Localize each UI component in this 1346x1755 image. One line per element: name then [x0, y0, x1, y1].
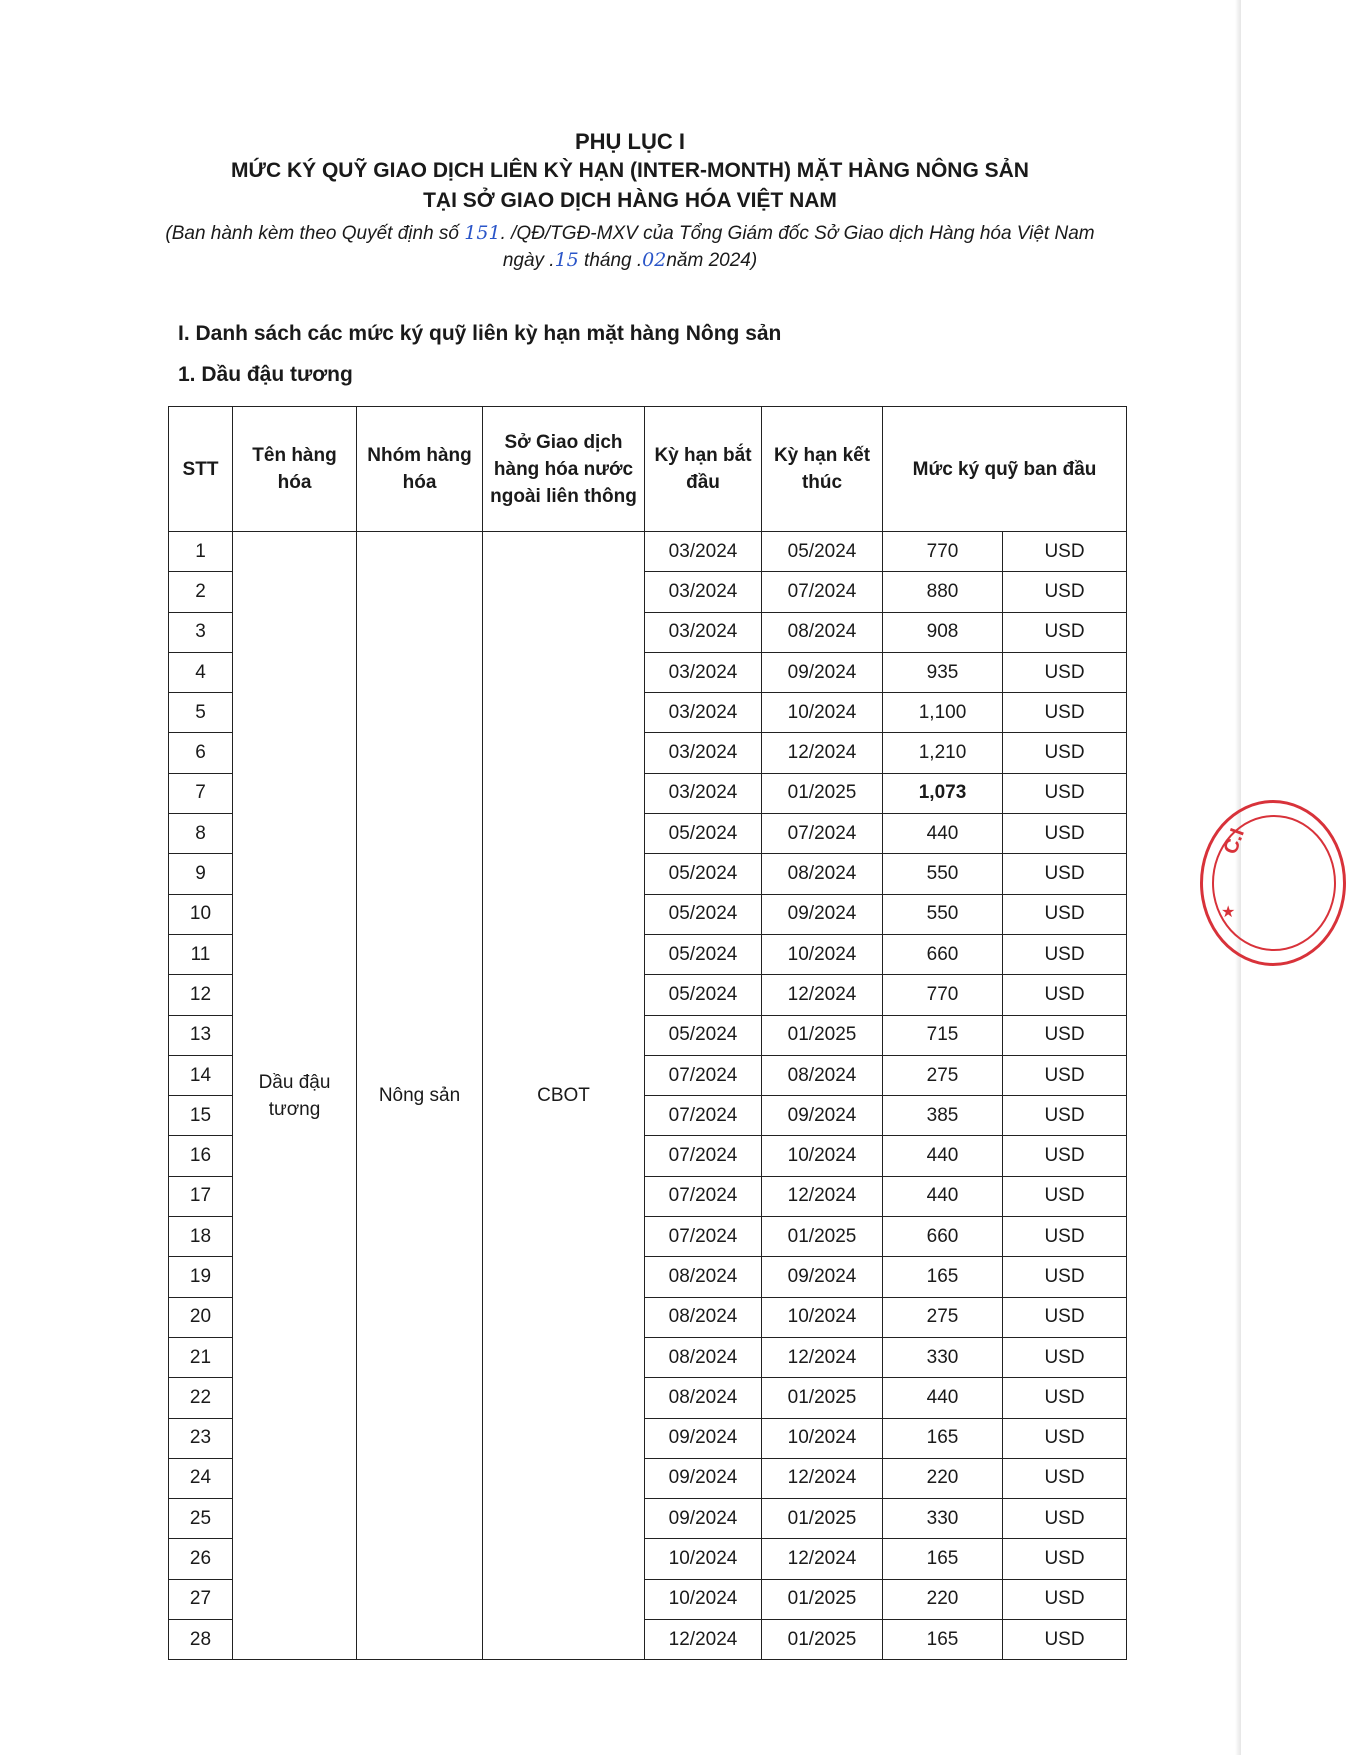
cell-stt: 11: [169, 934, 233, 974]
cell-margin-value: 330: [883, 1499, 1003, 1539]
table-header-row: [169, 407, 1127, 532]
cell-margin-value: 660: [883, 1217, 1003, 1257]
cell-end-term: 12/2024: [762, 975, 883, 1015]
cell-stt: 9: [169, 854, 233, 894]
cell-end-term: 09/2024: [762, 894, 883, 934]
cell-margin-value: 660: [883, 934, 1003, 974]
cell-currency: USD: [1003, 1499, 1127, 1539]
header-initial-margin: Mức ký quỹ ban đầu: [883, 407, 1127, 532]
cell-margin-value: 165: [883, 1418, 1003, 1458]
cell-margin-value: 715: [883, 1015, 1003, 1055]
cell-currency: USD: [1003, 652, 1127, 692]
cell-currency: USD: [1003, 1176, 1127, 1216]
cell-margin-value: 908: [883, 612, 1003, 652]
header-start-term: Kỳ hạn bắt đầu: [645, 407, 762, 532]
cell-stt: 26: [169, 1539, 233, 1579]
cell-stt: 2: [169, 572, 233, 612]
cell-start-term: 09/2024: [645, 1499, 762, 1539]
cell-start-term: 10/2024: [645, 1539, 762, 1579]
cell-currency: USD: [1003, 854, 1127, 894]
cell-margin-value: 275: [883, 1297, 1003, 1337]
cell-end-term: 01/2025: [762, 1499, 883, 1539]
cell-currency: USD: [1003, 1579, 1127, 1619]
cell-stt: 7: [169, 773, 233, 813]
cell-start-term: 08/2024: [645, 1337, 762, 1377]
cell-currency: USD: [1003, 1136, 1127, 1176]
cell-stt: 1: [169, 532, 233, 572]
cell-currency: USD: [1003, 1337, 1127, 1377]
decision-day: 15: [554, 249, 579, 271]
cell-margin-value: 1,100: [883, 693, 1003, 733]
cell-end-term: 12/2024: [762, 1458, 883, 1498]
cell-end-term: 07/2024: [762, 572, 883, 612]
cell-currency: USD: [1003, 975, 1127, 1015]
cell-margin-value: 275: [883, 1055, 1003, 1095]
document-subtitle-line1: MỨC KÝ QUỸ GIAO DỊCH LIÊN KỲ HẠN (INTER-MONTH) MẶT HÀNG NÔNG SẢN: [231, 159, 1029, 182]
cell-end-term: 01/2025: [762, 1015, 883, 1055]
cell-currency: USD: [1003, 693, 1127, 733]
cell-stt: 25: [169, 1499, 233, 1539]
cell-start-term: 08/2024: [645, 1378, 762, 1418]
cell-margin-value: 550: [883, 854, 1003, 894]
cell-stt: 21: [169, 1337, 233, 1377]
cell-currency: USD: [1003, 934, 1127, 974]
cell-start-term: 05/2024: [645, 894, 762, 934]
cell-start-term: 03/2024: [645, 572, 762, 612]
cell-end-term: 10/2024: [762, 693, 883, 733]
cell-margin-value: 385: [883, 1096, 1003, 1136]
cell-stt: 3: [169, 612, 233, 652]
header-end-term: Kỳ hạn kết thúc: [762, 407, 883, 532]
cell-currency: USD: [1003, 1418, 1127, 1458]
cell-currency: USD: [1003, 572, 1127, 612]
cell-end-term: 07/2024: [762, 814, 883, 854]
cell-commodity: Dầu đậu tương: [233, 532, 357, 1660]
cell-currency: USD: [1003, 1217, 1127, 1257]
header-stt: STT: [169, 407, 233, 532]
cell-margin-value: 1,073: [883, 773, 1003, 813]
cell-start-term: 08/2024: [645, 1257, 762, 1297]
cell-margin-value: 165: [883, 1539, 1003, 1579]
cell-margin-value: 770: [883, 975, 1003, 1015]
cell-start-term: 03/2024: [645, 693, 762, 733]
cell-margin-value: 165: [883, 1620, 1003, 1660]
cell-margin-value: 770: [883, 532, 1003, 572]
cell-currency: USD: [1003, 1257, 1127, 1297]
cell-currency: USD: [1003, 894, 1127, 934]
cell-start-term: 09/2024: [645, 1418, 762, 1458]
cell-end-term: 12/2024: [762, 733, 883, 773]
star-icon: ★: [1221, 904, 1236, 921]
cell-end-term: 08/2024: [762, 612, 883, 652]
cell-margin-value: 1,210: [883, 733, 1003, 773]
cell-start-term: 03/2024: [645, 612, 762, 652]
stamp-text: C.I: [1219, 825, 1250, 858]
table-row: [169, 532, 1127, 572]
cell-start-term: 05/2024: [645, 814, 762, 854]
cell-end-term: 01/2025: [762, 1217, 883, 1257]
document-title: PHỤ LỤC I: [575, 129, 685, 154]
cell-end-term: 10/2024: [762, 1136, 883, 1176]
cell-margin-value: 440: [883, 1176, 1003, 1216]
cell-end-term: 10/2024: [762, 934, 883, 974]
cell-end-term: 05/2024: [762, 532, 883, 572]
cell-margin-value: 440: [883, 1378, 1003, 1418]
cell-end-term: 01/2025: [762, 1620, 883, 1660]
margin-table: [168, 406, 1127, 1660]
section-title: I. Danh sách các mức ký quỹ liên kỳ hạn mặt hàng Nông sản: [178, 322, 782, 345]
header-group: Nhóm hàng hóa: [357, 407, 483, 532]
cell-margin-value: 330: [883, 1337, 1003, 1377]
cell-margin-value: 935: [883, 652, 1003, 692]
cell-currency: USD: [1003, 1297, 1127, 1337]
cell-end-term: 10/2024: [762, 1418, 883, 1458]
cell-end-term: 01/2025: [762, 1579, 883, 1619]
decision-note-part2: . /QĐ/TGĐ-MXV của Tổng Giám đốc Sở Giao dịch Hàng hóa Việt Nam: [500, 223, 1095, 244]
cell-end-term: 08/2024: [762, 1055, 883, 1095]
cell-start-term: 07/2024: [645, 1217, 762, 1257]
cell-stt: 24: [169, 1458, 233, 1498]
cell-start-term: 10/2024: [645, 1579, 762, 1619]
cell-end-term: 01/2025: [762, 1378, 883, 1418]
cell-stt: 17: [169, 1176, 233, 1216]
cell-start-term: 07/2024: [645, 1096, 762, 1136]
cell-currency: USD: [1003, 814, 1127, 854]
cell-start-term: 03/2024: [645, 532, 762, 572]
cell-margin-value: 550: [883, 894, 1003, 934]
decision-note-part3: ngày .: [502, 250, 555, 271]
cell-currency: USD: [1003, 733, 1127, 773]
header-exchange: Sở Giao dịch hàng hóa nước ngoài liên thông: [483, 407, 645, 532]
cell-stt: 19: [169, 1257, 233, 1297]
cell-currency: USD: [1003, 612, 1127, 652]
cell-margin-value: 440: [883, 814, 1003, 854]
cell-stt: 20: [169, 1297, 233, 1337]
cell-start-term: 05/2024: [645, 934, 762, 974]
cell-stt: 18: [169, 1217, 233, 1257]
cell-start-term: 03/2024: [645, 652, 762, 692]
cell-stt: 10: [169, 894, 233, 934]
cell-currency: USD: [1003, 1055, 1127, 1095]
cell-stt: 27: [169, 1579, 233, 1619]
cell-end-term: 09/2024: [762, 652, 883, 692]
cell-margin-value: 165: [883, 1257, 1003, 1297]
cell-start-term: 05/2024: [645, 975, 762, 1015]
cell-start-term: 08/2024: [645, 1297, 762, 1337]
cell-start-term: 03/2024: [645, 773, 762, 813]
document-subtitle-line2: TẠI SỞ GIAO DỊCH HÀNG HÓA VIỆT NAM: [423, 189, 837, 212]
cell-start-term: 05/2024: [645, 1015, 762, 1055]
cell-margin-value: 880: [883, 572, 1003, 612]
cell-currency: USD: [1003, 1620, 1127, 1660]
cell-stt: 6: [169, 733, 233, 773]
decision-note: [130, 220, 1130, 274]
cell-group: Nông sản: [357, 532, 483, 1660]
cell-end-term: 09/2024: [762, 1096, 883, 1136]
cell-stt: 23: [169, 1418, 233, 1458]
decision-note-part4: tháng .: [578, 250, 643, 271]
cell-stt: 14: [169, 1055, 233, 1095]
cell-currency: USD: [1003, 1458, 1127, 1498]
cell-currency: USD: [1003, 1015, 1127, 1055]
cell-stt: 5: [169, 693, 233, 733]
decision-month: 02: [642, 249, 667, 271]
cell-stt: 16: [169, 1136, 233, 1176]
cell-currency: USD: [1003, 532, 1127, 572]
cell-start-term: 12/2024: [645, 1620, 762, 1660]
cell-start-term: 07/2024: [645, 1136, 762, 1176]
cell-end-term: 01/2025: [762, 773, 883, 813]
cell-start-term: 05/2024: [645, 854, 762, 894]
cell-stt: 4: [169, 652, 233, 692]
cell-stt: 12: [169, 975, 233, 1015]
header-commodity: Tên hàng hóa: [233, 407, 357, 532]
cell-end-term: 08/2024: [762, 854, 883, 894]
cell-currency: USD: [1003, 1539, 1127, 1579]
cell-end-term: 12/2024: [762, 1337, 883, 1377]
cell-end-term: 12/2024: [762, 1176, 883, 1216]
cell-stt: 13: [169, 1015, 233, 1055]
cell-start-term: 07/2024: [645, 1055, 762, 1095]
cell-end-term: 09/2024: [762, 1257, 883, 1297]
cell-stt: 28: [169, 1620, 233, 1660]
cell-margin-value: 220: [883, 1458, 1003, 1498]
cell-end-term: 12/2024: [762, 1539, 883, 1579]
document-header: [130, 128, 1130, 274]
cell-start-term: 03/2024: [645, 733, 762, 773]
cell-currency: USD: [1003, 1096, 1127, 1136]
decision-note-part1: (Ban hành kèm theo Quyết định số: [165, 223, 465, 244]
cell-currency: USD: [1003, 773, 1127, 813]
cell-margin-value: 440: [883, 1136, 1003, 1176]
cell-stt: 15: [169, 1096, 233, 1136]
decision-number: 151: [464, 222, 501, 244]
cell-currency: USD: [1003, 1378, 1127, 1418]
cell-end-term: 10/2024: [762, 1297, 883, 1337]
section-subtitle: 1. Dầu đậu tương: [178, 363, 353, 386]
cell-start-term: 07/2024: [645, 1176, 762, 1216]
cell-exchange: CBOT: [483, 532, 645, 1660]
table-body: [169, 532, 1127, 1660]
cell-stt: 8: [169, 814, 233, 854]
cell-stt: 22: [169, 1378, 233, 1418]
cell-start-term: 09/2024: [645, 1458, 762, 1498]
cell-margin-value: 220: [883, 1579, 1003, 1619]
decision-note-part5: năm 2024): [666, 250, 758, 271]
